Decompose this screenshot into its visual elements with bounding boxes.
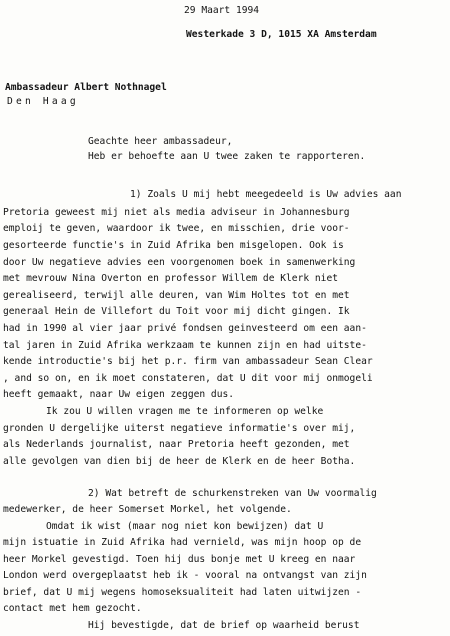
body-line-21: mijn istuatie in Zuid Afrika had vernield, was mijn hoop op de [3,537,362,548]
intro-line: Heb er behoefte aan U twee zaken te rapporteren. [88,151,366,162]
body-line-26: Hij bevestigde, dat de brief op waarheid berust [88,620,360,631]
body-line-18: 2) Wat betreft de schurkenstreken van Uw voormalig [88,488,377,499]
body-line-5: door Uw negatieve advies een voorgenomen boek in samenwerking [3,257,356,268]
body-line-9: had in 1990 al vier jaar privé fondsen geinvesteerd om een aan- [3,323,367,334]
letter-date: 29 Maart 1994 [184,5,260,16]
body-line-22: heer Morkel gevestigd. Toen hij dus bonje met U kreeg en naar [3,554,356,565]
recipient-name: Ambassadeur Albert Nothnagel [5,82,167,93]
body-line-20: Omdat ik wist (maar nog niet kon bewijzen) dat U [46,521,324,532]
body-line-7: gerealiseerd, terwijl alle deuren, van Wim Holtes tot en met [3,290,350,301]
body-line-19: medewerker, de heer Somerset Morkel, het volgende. [3,504,292,515]
sender-address: Westerkade 3 D, 1015 XA Amsterdam [186,29,377,40]
salutation: Geachte heer ambassadeur, [88,136,233,147]
body-line-3: emploij te geven, waardoor ik twee, en misschien, drie voor- [3,223,350,234]
body-line-4: gesorteerde functie's in Zuid Afrika ben misgelopen. Ook is [3,240,344,251]
body-line-1: 1) Zoals U mij hebt meegedeeld is Uw advies aan [130,189,402,200]
body-line-8: generaal Hein de Villefort du Toit voor mij dicht gingen. Ik [3,306,350,317]
body-line-17: alle gevolgen van dien bij de heer de Klerk en de heer Botha. [3,456,356,467]
body-line-15: gronden U dergelijke uiterst negatieve informatie's over mij, [3,423,356,434]
body-line-11: kende introductie's bij het p.r. firm van ambassadeur Sean Clear [3,356,373,367]
body-line-10: tal jaren in Zuid Afrika werkzaam te kunnen zijn en had uitste- [3,340,367,351]
body-line-14: Ik zou U willen vragen me te informeren op welke [46,406,324,417]
body-line-25: contact met hem gezocht. [3,603,142,614]
body-line-12: , and so on, en ik moet constateren, dat U dit voor mij onmogeli [3,373,373,384]
body-line-6: met mevrouw Nina Overton en professor Willem de Klerk niet [3,273,339,284]
body-line-23: London werd overgeplaatst heb ik - vooral na ontvangst van zijn [3,570,367,581]
body-line-13: heeft gemaakt, naar Uw eigen zeggen dus. [3,389,235,400]
body-line-2: Pretoria geweest mij niet als media adviseur in Johannesburg [3,207,350,218]
recipient-city: Den Haag [7,96,79,107]
body-line-24: brief, dat U mij wegens homoseksualiteit had laten uitwijzen - [3,587,362,598]
body-line-16: als Nederlands journalist, naar Pretoria heeft gezonden, met [3,439,350,450]
